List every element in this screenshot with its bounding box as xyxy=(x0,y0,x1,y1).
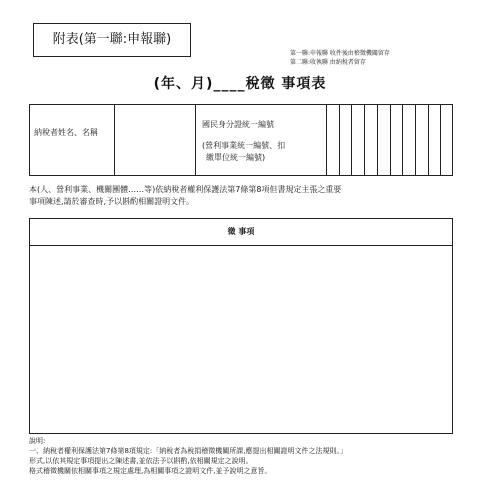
statement-line: 事項陳述,請於審查時,予以斟酌相關證明文件。 xyxy=(29,197,195,206)
notes-line: 一、納稅者權利保護法第7條第8項規定:「納稅者為稅捐稽徵機關所課,應提出相關證明文件之法規則。」 xyxy=(29,447,347,455)
table-divider xyxy=(195,105,196,175)
matters-input-area[interactable] xyxy=(30,246,452,433)
matters-box xyxy=(29,218,453,434)
id-digit-box[interactable] xyxy=(440,105,453,175)
id-digit-box[interactable] xyxy=(377,105,390,175)
id-number-label-line3: 繳單位統一編號) xyxy=(206,153,266,162)
notes-heading: 說明: xyxy=(29,437,46,445)
taxpayer-info-table xyxy=(29,104,453,176)
id-digit-box[interactable] xyxy=(326,105,339,175)
id-digit-box[interactable] xyxy=(390,105,403,175)
taxpayer-name-label: 納稅者姓名、名稱 xyxy=(34,128,98,137)
statement-line: 本(人、營利事業、機關團體……等)依納稅者權利保護法第7條第8項但書規定主張之重要 xyxy=(29,185,342,194)
id-number-label-line1: 國民身分證統一編號 xyxy=(202,120,274,129)
notes-line: 形式,以依其規定事項提出之陳述書,並依法予以斟酌,依相關規定之說明。 xyxy=(29,457,253,465)
notes-section xyxy=(29,436,461,476)
id-number-label-line2: (營利事業統一編號、扣 xyxy=(202,141,286,150)
form-copy-label: 附表(第一聯:申報聯) xyxy=(33,23,191,57)
id-digit-box[interactable] xyxy=(339,105,352,175)
copy-note-first: 第一聯:申報聯 收件後由稽徵機關留存 xyxy=(290,50,390,57)
id-digit-box[interactable] xyxy=(415,105,428,175)
notes-line: 格式稽徵機關依相關事項之規定處理,為相關事項之證明文件,並予說明之意旨。 xyxy=(29,467,272,475)
copy-note-second: 第二聯:收執聯 由納稅者留存 xyxy=(290,59,366,66)
id-digit-box[interactable] xyxy=(351,105,364,175)
id-digit-box[interactable] xyxy=(428,105,441,175)
id-digit-box[interactable] xyxy=(364,105,377,175)
table-divider xyxy=(114,105,115,175)
matters-header: 徵 事項 xyxy=(30,219,452,246)
statement-text xyxy=(29,184,459,208)
form-title: (年、月)____稅徵 事項表 xyxy=(153,76,327,92)
id-digit-box[interactable] xyxy=(402,105,415,175)
